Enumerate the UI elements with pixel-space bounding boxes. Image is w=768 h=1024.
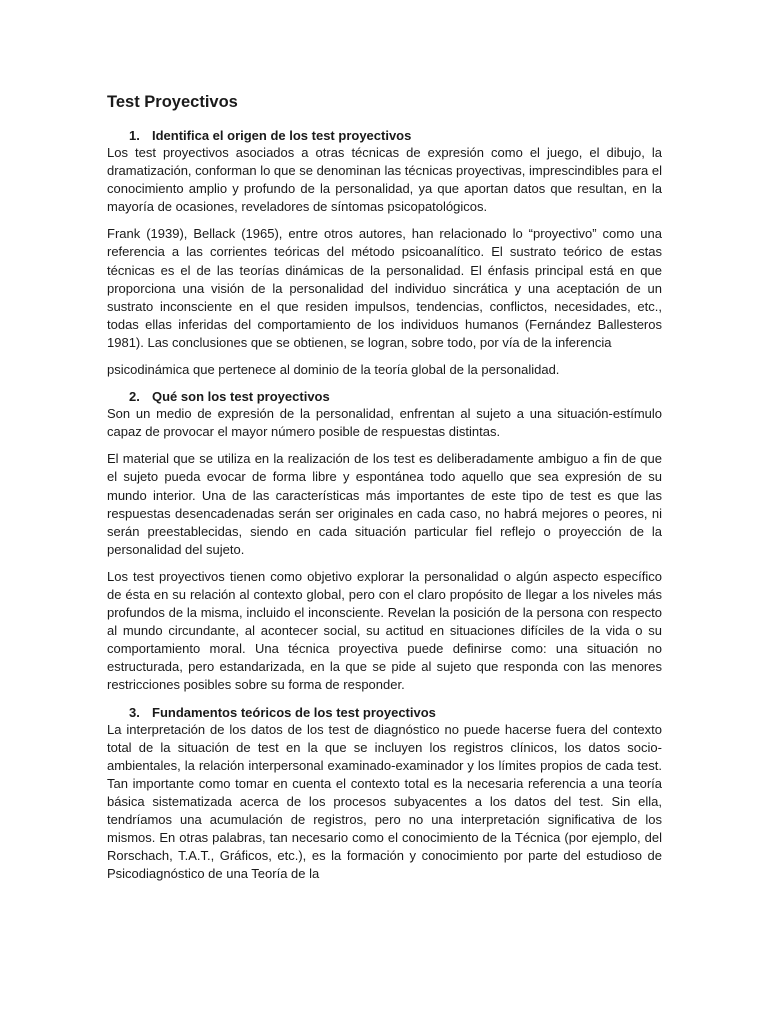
paragraph: psicodinámica que pertenece al dominio de la teoría global de la personalidad. [107,362,560,378]
paragraph: Los test proyectivos asociados a otras técnicas de expresión como el juego, el dibujo, la dramatización, conforman lo que se denominan las técnicas proyectivas, imprescindibles para el conocimiento amplio y profundo de la personalidad, ya que aportan datos que resultan, en la mayoría de ocasiones, reveladores de síntomas psicopatológicos. [107,145,662,215]
section-fundamentos [107,704,662,884]
document-title: Test Proyectivos [107,93,238,111]
section-number: 1. [129,128,140,143]
paragraph: La interpretación de los datos de los test de diagnóstico no puede hacerse fuera del contexto total de la situación de test en la que se incluyen los registros clínicos, los datos socio-ambientales, la relación interpersonal examinado-examinador y los límites propios de cada test. Tan importante como tomar en cuenta el contexto total es la necesaria referencia a una teoría básica sistematizada acerca de los procesos subyacentes a los datos del test. Sin ella, tendríamos una acumulación de registros, pero no una interpretación significativa de los mismos. En otras palabras, tan necesario como el conocimiento de la Técnica (por ejemplo, del Rorschach, T.A.T., Gráficos, etc.), es la formación y conocimiento por parte del estudioso de Psicodiagnóstico de una Teoría de la [107,721,662,882]
section-origen [107,127,662,379]
section-que-son [107,388,662,694]
section-heading-text: Fundamentos teóricos de los test proyectivos [152,704,436,720]
document-page [107,92,662,892]
section-number: 2. [129,389,140,405]
section-number: 3. [129,704,140,720]
paragraph: Frank (1939), Bellack (1965), entre otros autores, han relacionado lo “proyectivo” como una referencia a las corrientes teóricas del método psicoanalítico. El sustrato teórico de estas técnicas es el de las teorías dinámicas de la personalidad. El énfasis principal está en que proporciona una visión de la personalidad del individuo sincrática y una aceptación de un sustrato inconsciente en el que residen impulsos, tendencias, conflictos, necesidades, etc., todas ellas inferidas del comportamiento de los individuos humanos (Fernández Ballesteros 1981). Las conclusiones que se obtienen, se logran, sobre todo, por vía de la inferencia [107,226,662,350]
paragraph: Son un medio de expresión de la personalidad, enfrentan al sujeto a una situación-estímulo capaz de provocar el mayor número posible de respuestas distintas. [107,406,662,440]
paragraph: Los test proyectivos tienen como objetivo explorar la personalidad o algún aspecto específico de ésta en su relación al contexto global, pero con el claro propósito de llegar a los niveles más profundos de la misma, incluido el inconsciente. Revelan la posición de la persona con respecto al mundo circundante, al acontecer social, su actitud en situaciones difíciles de la vida o su comportamiento moral. Una técnica proyectiva puede definirse como: una situación no estructurada, pero estandarizada, en la que se pide al sujeto que responda con las menores restricciones posibles sobre su forma de responder. [107,568,662,693]
section-heading-text: Qué son los test proyectivos [152,389,330,405]
section-heading [107,388,662,405]
section-heading-text: Identifica el origen de los test proyectivos [152,128,412,143]
section-heading [107,704,662,721]
paragraph: El material que se utiliza en la realización de los test es deliberadamente ambiguo a fin de que el sujeto pueda evocar de forma libre y espontánea todo aquello que sea expresión de su mundo interior. Una de las características más importantes de este tipo de test es que las respuestas desencadenadas serán ser originales en cada caso, no habrá mejores o peores, ni serán preestablecidas, siendo en cada situación particular fiel reflejo o proyección de la personalidad del sujeto. [107,451,662,557]
section-heading [107,127,662,144]
